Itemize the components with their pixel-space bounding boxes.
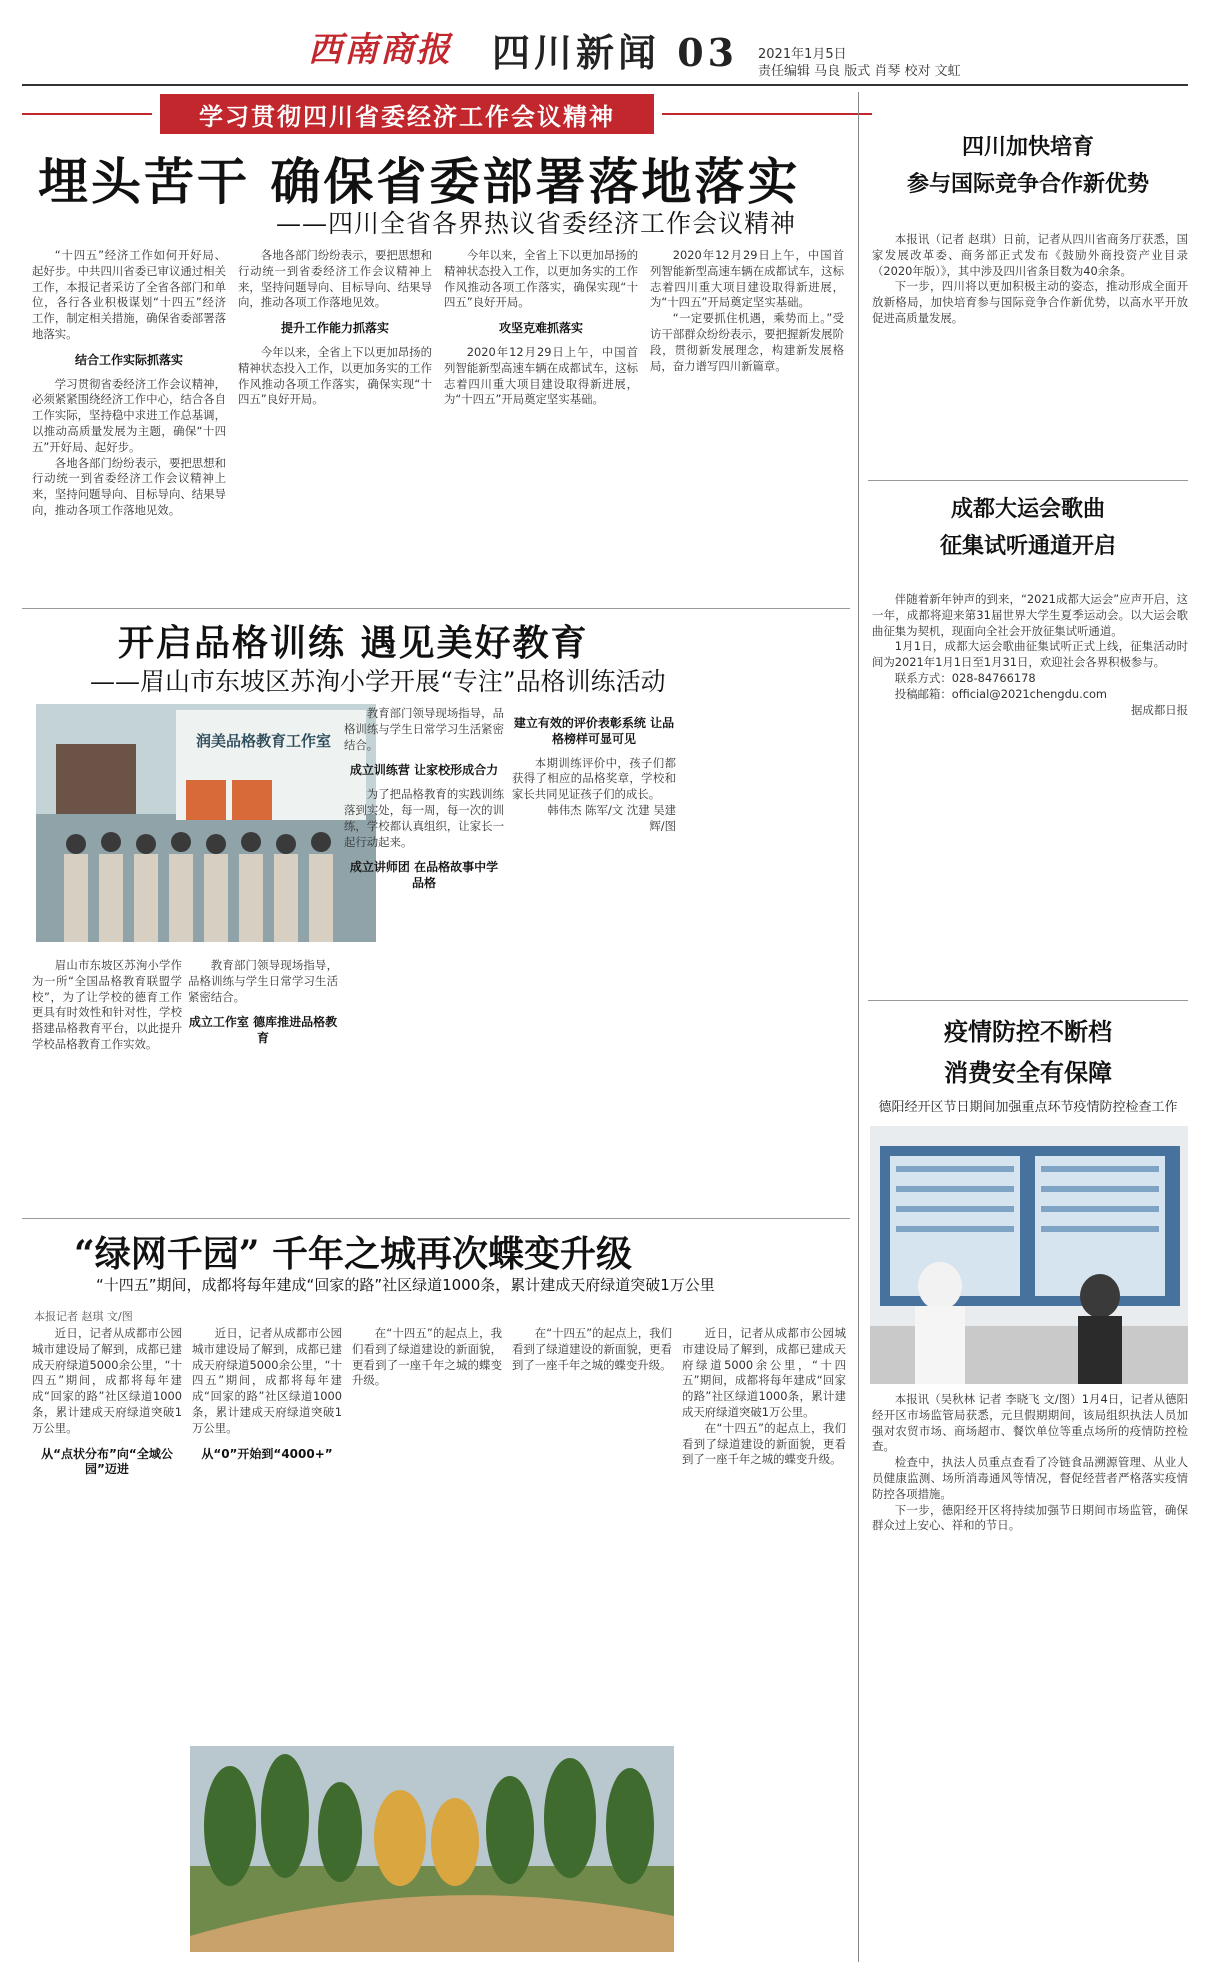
story2-para: 教育部门领导现场指导，品格训练与学生日常学习生活紧密结合。 [188,958,338,1004]
lead-subhead: ——四川全省各界热议省委经济工作会议精神 [276,209,797,238]
lead-headline: 埋头苦干 确保省委部署落地落实 [38,152,801,211]
side-divider [868,480,1188,481]
side3-body [872,1392,1188,1952]
story2-subheading: 成立训练营 让家校形成合力 [349,763,499,778]
story3-col-2 [192,1326,342,1736]
story2-subheading: 成立工作室 德库推进品格教育 [188,1015,338,1046]
side1-heading [868,130,1188,198]
story2-photo [36,704,376,942]
side1-headline-2: 参与国际竞争合作新优势 [906,171,1149,197]
story2-col-2 [188,958,338,1202]
side3-photo-illustration [870,1126,1188,1384]
story3-para: 在“十四五”的起点上，我们看到了绿道建设的新面貌，更看到了一座千年之城的蝶变升级。 [512,1326,672,1372]
story3-subhead: “十四五”期间，成都将每年建成“回家的路”社区绿道1000条，累计建成天府绿道突破1万公里 [96,1276,715,1294]
side3-para: 本报讯（吴秋林 记者 李晓飞 文/图）1月4日，记者从德阳经开区市场监管局获悉，元旦假期期间，该局组织执法人员加强对农贸市场、商场超市、餐饮单位等重点场所的疫情防控检查。 [872,1392,1188,1454]
lead-para: 2020年12月29日上午，中国首列智能新型高速车辆在成都试车，这标志着四川重大项目建设取得新进展，为“十四五”开局奠定坚实基础。 [444,344,638,407]
lead-subheading: 攻坚克难抓落实 [498,321,583,336]
side2-body [872,592,1188,980]
side1-headline: 四川加快培育 [961,134,1094,160]
side3-photo [870,1126,1188,1384]
editor-credits: 责任编辑 马良 版式 肖琴 校对 文虹 [758,64,961,79]
story2-para: 为了把品格教育的实践训练落到实处，每一周，每一次的训练，学校都认真组织，让家长一起行动起来。 [344,787,504,849]
side3-para: 检查中，执法人员重点查看了冷链食品溯源管理、从业人员健康监测、场所消毒通风等情况，督促经营者严格落实疫情防控各项措施。 [872,1455,1188,1501]
story3-photo [190,1746,674,1952]
story3-col-4 [512,1326,672,1736]
story3-para: 近日，记者从成都市公园城市建设局了解到，成都已建成天府绿道5000余公里，“十四五”期间，成都将每年建成“回家的路”社区绿道1000条，累计建成天府绿道突破1万公里。 [192,1326,342,1435]
side3-para: 下一步，德阳经开区将持续加强节日期间市场监管，确保群众过上安心、祥和的节日。 [872,1502,1188,1533]
section-title: 四川新闻 03 [492,30,739,75]
story3-para: 近日，记者从成都市公园城市建设局了解到，成都已建成天府绿道5000余公里，“十四五”期间，成都将每年建成“回家的路”社区绿道1000条，累计建成天府绿道突破1万公里。 [32,1326,182,1435]
lead-para: 今年以来，全省上下以更加昂扬的精神状态投入工作，以更加务实的工作作风推动各项工作落实，确保实现“十四五”良好开局。 [444,248,638,310]
story-divider [22,608,850,609]
story2-col-4 [512,706,676,1202]
side3-headline: 疫情防控不断档 [944,1017,1112,1046]
story2-col-1 [32,958,182,1202]
side2-para: 伴随着新年钟声的到来，“2021成都大运会”应声开启，这一年，成都将迎来第31届世界大学生夏季运动会。以大运会歌曲征集为契机，现面向全社会开放征集试听通道。 [872,592,1188,638]
greenway-photo-illustration [190,1746,674,1952]
story2-subheading: 建立有效的评价表彰系统 让品格榜样可显可见 [513,716,675,746]
story2-para: 教育部门领导现场指导，品格训练与学生日常学习生活紧密结合。 [344,706,504,752]
side2-contact: 联系方式：028-84766178 [894,670,1036,685]
side2-heading [868,492,1188,560]
lead-para: 各地各部门纷纷表示，要把思想和行动统一到省委经济工作会议精神上来，坚持问题导向、目标导向、结果导向，推动各项工作落地见效。 [32,455,226,517]
side2-email: 投稿邮箱：official@2021chengdu.com [894,686,1108,701]
lead-para: 今年以来，全省上下以更加昂扬的精神状态投入工作，以更加务实的工作作风推动各项工作落实，确保实现“十四五”良好开局。 [238,344,432,407]
side-divider [868,1000,1188,1001]
side3-heading [868,1012,1188,1115]
story3-headline: “绿网千园” 千年之城再次蝶变升级 [74,1233,632,1275]
story3-para: 近日，记者从成都市公园城市建设局了解到，成都已建成天府绿道5000余公里，“十四五”期间，成都将每年建成“回家的路”社区绿道1000条，累计建成天府绿道突破1万公里。 [682,1326,846,1419]
side3-headline-2: 消费安全有保障 [944,1058,1112,1087]
side2-para: 1月1日，成都大运会歌曲征集试听正式上线，征集活动时间为2021年1月1日至1月31日，欢迎社会各界积极参与。 [872,639,1188,670]
header-rule [22,84,1188,86]
topic-banner: 学习贯彻四川省委经济工作会议精神 [160,94,654,134]
side1-body [872,232,1188,458]
banner-rule-right [662,113,872,115]
story-divider [22,1218,850,1219]
story3-para: 在“十四五”的起点上，我们看到了绿道建设的新面貌，更看到了一座千年之城的蝶变升级。 [682,1420,846,1467]
side2-headline-2: 征集试听通道开启 [939,533,1116,559]
story2-subhead: ——眉山市东坡区苏洵小学开展“专注”品格训练活动 [90,667,666,696]
lead-para: “十四五”经济工作如何开好局、起好步。中共四川省委已审议通过相关工作，本报记者采访了全省各部门和单位，各行各业积极谋划“十四五”经济工作，制定相关措施，确保省委部署落地落实。 [32,248,226,341]
lead-para: 2020年12月29日上午，中国首列智能新型高速车辆在成都试车，这标志着四川重大项目建设取得新进展，为“十四五”开局奠定坚实基础。 [650,248,844,310]
banner-rule-left [22,113,152,115]
column-divider [858,92,859,1962]
side2-credit: 据成都日报 [1131,702,1188,717]
story3-subheading: 从“0”开始到“4000+” [201,1446,333,1461]
newspaper-logo: 西南商报 [308,30,452,70]
lead-col-4 [650,248,844,758]
lead-subheading: 提升工作能力抓落实 [280,321,389,336]
story3-subheading: 从“点状分布”向“全域公园”迈进 [41,1446,173,1477]
story3-para: 在“十四五”的起点上，我们看到了绿道建设的新面貌，更看到了一座千年之城的蝶变升级。 [352,1326,502,1388]
lead-para: 各地各部门纷纷表示，要把思想和行动统一到省委经济工作会议精神上来，坚持问题导向、目标导向、结果导向，推动各项工作落地见效。 [238,248,432,310]
lead-subheading: 结合工作实际抓落实 [74,352,183,367]
side1-para: 本报讯（记者 赵琪）日前，记者从四川省商务厅获悉，国家发展改革委、商务部正式发布《鼓励外商投资产业目录（2020年版）》，其中涉及四川省条目数为40余条。 [872,232,1188,278]
side2-headline: 成都大运会歌曲 [950,496,1105,522]
story2-subheading: 成立讲师团 在品格故事中学品格 [349,860,499,891]
story2-para: 眉山市东坡区苏洵小学作为一所“全国品格教育联盟学校”，为了让学校的德育工作更具有时效性和针对性，学校搭建品格教育平台，以此提升学校品格教育工作实效。 [32,958,182,1051]
story3-col-3 [352,1326,502,1736]
issue-date: 2021年1月5日 [758,47,847,62]
story2-headline: 开启品格训练 遇见美好教育 [118,622,589,664]
story2-byline: 韩伟杰 陈军/文 沈建 吴建辉/图 [547,802,676,833]
side3-subhead: 德阳经开区节日期间加强重点环节疫情防控检查工作 [878,1100,1178,1115]
story2-col-3 [344,706,504,1202]
header-meta [758,46,961,80]
story3-col-5 [682,1326,846,1950]
story3-byline: 本报记者 赵琪 文/图 [34,1310,133,1323]
side1-para: 下一步，四川将以更加积极主动的姿态，推动形成全面开放新格局，加快培育参与国际竞争合作新优势，以高水平开放促进高质量发展。 [872,279,1188,325]
lead-para: 学习贯彻省委经济工作会议精神，必须紧紧围绕经济工作中心，结合各自工作实际，坚持稳中求进工作总基调，以推动高质量发展为主题，确保“十四五”开好局、起好步。 [32,376,226,454]
story3-col-1 [32,1326,182,1950]
lead-para: “一定要抓住机遇，乘势而上。”受访干部群众纷纷表示，要把握新发展阶段，贯彻新发展理念，构建新发展格局，奋力谱写四川新篇章。 [650,311,844,373]
photo-sign-text: 润美品格教育工作室 [196,732,332,750]
story2-para: 本期训练评价中，孩子们都获得了相应的品格奖章，学校和家长共同见证孩子们的成长。 [512,755,676,802]
